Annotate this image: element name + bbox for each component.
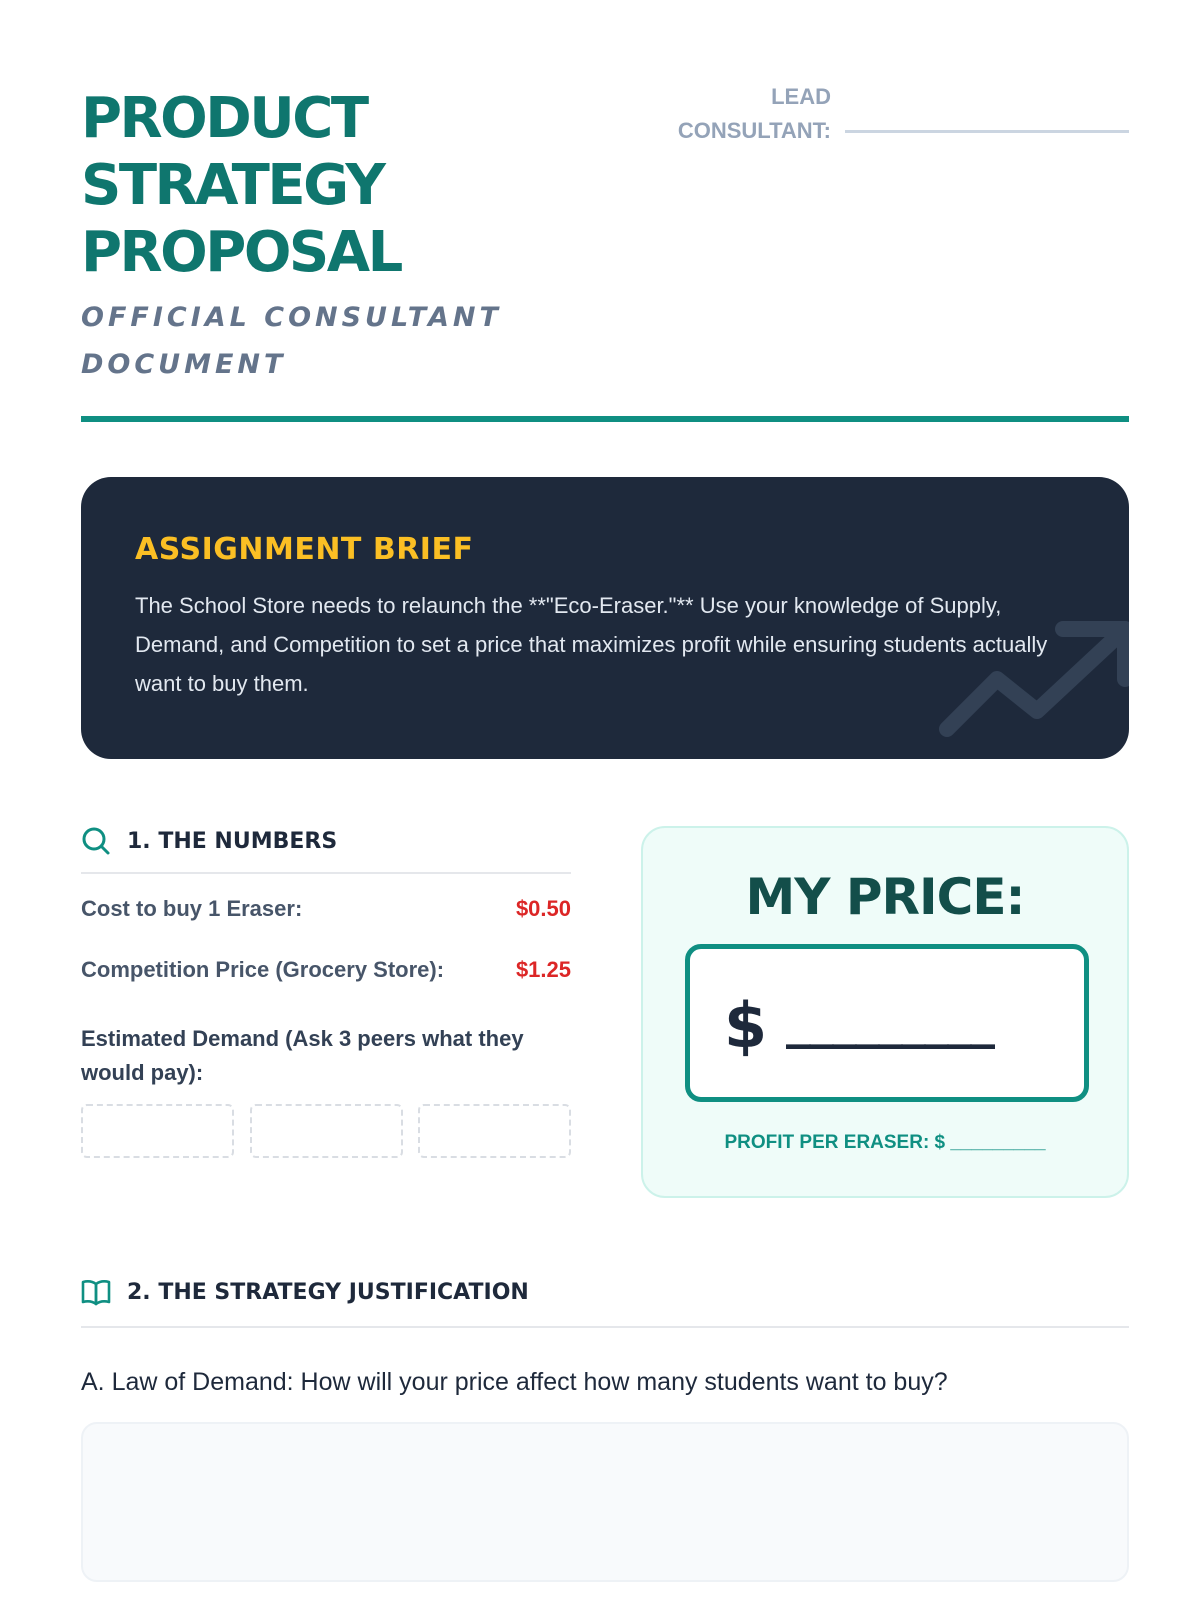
question-a-answer-box[interactable] — [81, 1422, 1129, 1582]
trending-up-icon — [939, 617, 1129, 737]
competition-value: $1.25 — [515, 957, 571, 982]
assignment-brief-heading: ASSIGNMENT BRIEF — [135, 532, 474, 567]
page-title-line: PRODUCT — [81, 86, 367, 151]
competition-label: Competition Price (Grocery Store): — [81, 957, 445, 982]
assignment-brief-text: The School Store needs to relaunch the **"Eco-Eraser."** Use your knowledge of Supply, Demand, and Competition to set a price that maximizes profit while ensuring students actually want to buy them. — [135, 593, 1048, 696]
dollar-sign: $ — [724, 989, 768, 1062]
assignment-brief-card — [81, 477, 1129, 759]
strategy-section — [81, 1272, 1129, 1396]
page-subtitle — [81, 294, 641, 388]
search-icon — [81, 826, 111, 856]
demand-input-2[interactable] — [250, 1104, 403, 1158]
lead-consultant-label-line: LEAD — [771, 84, 831, 109]
lead-consultant-field — [671, 80, 1129, 150]
cost-label: Cost to buy 1 Eraser: — [81, 896, 303, 921]
demand-input-3[interactable] — [418, 1104, 571, 1158]
numbers-section-title: 1. THE NUMBERS — [127, 828, 338, 854]
demand-input-group — [81, 1104, 571, 1158]
estimated-demand-label: Estimated Demand (Ask 3 peers what they would pay): — [81, 1026, 524, 1085]
document-page — [81, 0, 1129, 1600]
book-open-icon — [81, 1277, 111, 1307]
question-a: A. Law of Demand: How will your price affect how many students want to buy? — [81, 1368, 948, 1396]
numbers-section-header — [81, 822, 571, 874]
lead-consultant-input-line[interactable] — [845, 130, 1129, 133]
page-subtitle-line: OFFICIAL CONSULTANT — [81, 302, 502, 333]
cost-row — [81, 896, 571, 922]
price-blank-line: _________ — [786, 991, 993, 1049]
title-divider — [81, 416, 1129, 422]
page-title-line: STRATEGY — [81, 153, 384, 218]
my-price-card — [641, 826, 1129, 1198]
lead-consultant-label — [678, 80, 831, 148]
page-title — [81, 85, 641, 286]
demand-input-1[interactable] — [81, 1104, 234, 1158]
competition-row — [81, 957, 571, 983]
page-subtitle-line: DOCUMENT — [81, 349, 287, 380]
lead-consultant-label-line: CONSULTANT: — [677, 118, 831, 143]
profit-per-eraser-field: PROFIT PER ERASER: $ _________ — [724, 1132, 1046, 1153]
strategy-section-title: 2. THE STRATEGY JUSTIFICATION — [127, 1279, 529, 1305]
numbers-section — [81, 822, 571, 1085]
my-price-input[interactable] — [685, 944, 1089, 1102]
strategy-section-header — [81, 1272, 1129, 1328]
title-block — [81, 85, 641, 388]
page-title-line: PROPOSAL — [81, 220, 401, 285]
cost-value: $0.50 — [515, 896, 571, 921]
my-price-title: MY PRICE: — [745, 868, 1025, 926]
